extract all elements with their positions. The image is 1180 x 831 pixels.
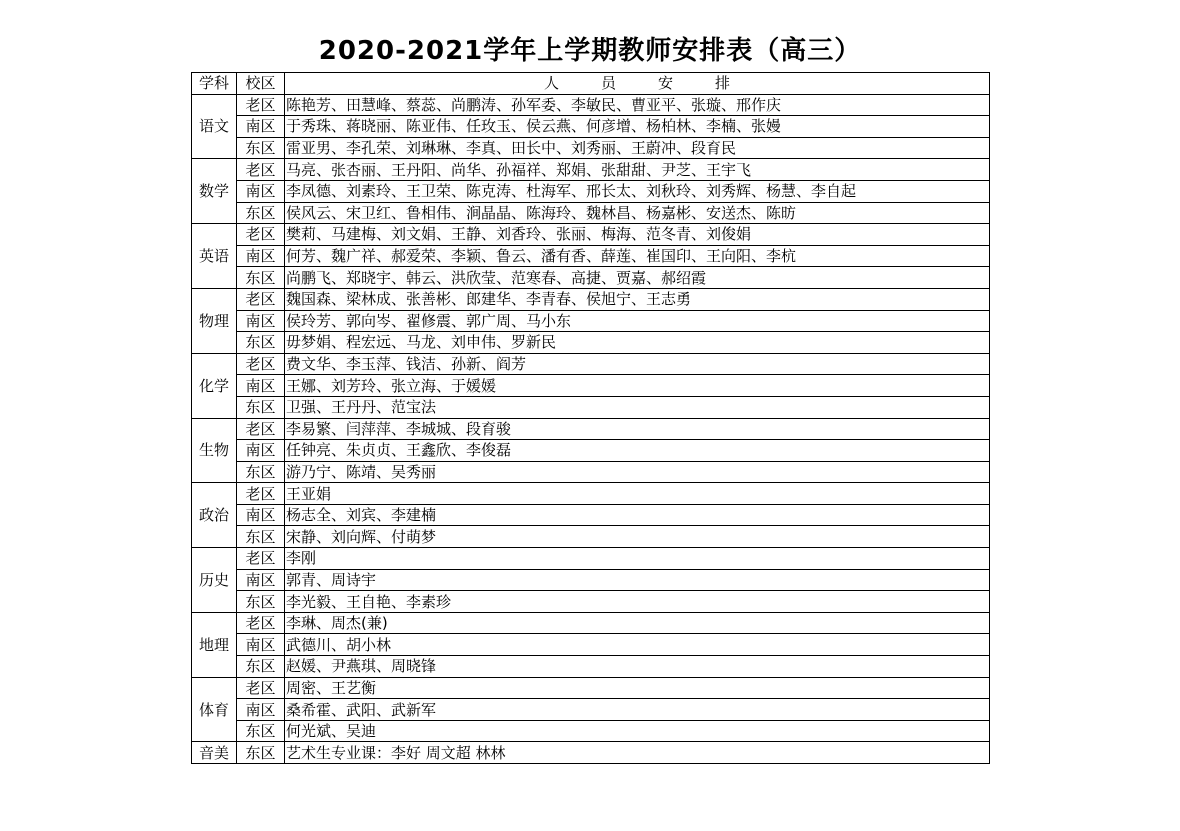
staff-names-cell: 王娜、刘芳玲、张立海、于媛媛: [285, 375, 990, 397]
campus-cell: 东区: [237, 591, 285, 613]
subject-cell: 地理: [192, 612, 237, 677]
staff-names-cell: 李琳、周杰(兼): [285, 612, 990, 634]
campus-cell: 南区: [237, 504, 285, 526]
table-row: [192, 116, 990, 138]
table-row: [192, 202, 990, 224]
campus-cell: 南区: [237, 310, 285, 332]
campus-cell: 老区: [237, 159, 285, 181]
table-row: [192, 440, 990, 462]
subject-cell: 数学: [192, 159, 237, 224]
staff-names-cell: 马亮、张杏丽、王丹阳、尚华、孙福祥、郑娟、张甜甜、尹芝、王宇飞: [285, 159, 990, 181]
staff-names-cell: 侯风云、宋卫红、鲁相伟、涧晶晶、陈海玲、魏林昌、杨嘉彬、安送杰、陈昉: [285, 202, 990, 224]
subject-cell: 政治: [192, 483, 237, 548]
campus-cell: 南区: [237, 569, 285, 591]
staff-names-cell: 赵媛、尹燕琪、周晓锋: [285, 656, 990, 678]
campus-cell: 东区: [237, 267, 285, 289]
subject-cell: 体育: [192, 677, 237, 742]
header-campus: 校区: [237, 73, 285, 95]
subject-cell: 音美: [192, 742, 237, 764]
campus-cell: 老区: [237, 288, 285, 310]
table-row: [192, 461, 990, 483]
staff-names-cell: 宋静、刘向辉、付萌梦: [285, 526, 990, 548]
campus-cell: 南区: [237, 440, 285, 462]
staff-names-cell: 武德川、胡小林: [285, 634, 990, 656]
campus-cell: 南区: [237, 634, 285, 656]
subject-cell: 化学: [192, 353, 237, 418]
campus-cell: 东区: [237, 461, 285, 483]
table-row: [192, 267, 990, 289]
header-row: [192, 73, 990, 95]
campus-cell: 南区: [237, 375, 285, 397]
staff-names-cell: 李光毅、王自艳、李素珍: [285, 591, 990, 613]
staff-names-cell: 何芳、魏广祥、郝爱荣、李颖、鲁云、潘有香、薛莲、崔国印、王向阳、李杭: [285, 245, 990, 267]
subject-cell: 物理: [192, 288, 237, 353]
table-row: [192, 677, 990, 699]
table-row: [192, 504, 990, 526]
campus-cell: 东区: [237, 202, 285, 224]
table-row: [192, 245, 990, 267]
teacher-schedule-table: [191, 72, 990, 764]
campus-cell: 东区: [237, 396, 285, 418]
table-row: [192, 569, 990, 591]
table-row: [192, 396, 990, 418]
campus-cell: 东区: [237, 742, 285, 764]
staff-names-cell: 李易繁、闫萍萍、李城城、段育骏: [285, 418, 990, 440]
campus-cell: 南区: [237, 245, 285, 267]
table-row: [192, 418, 990, 440]
table-row: [192, 699, 990, 721]
campus-cell: 老区: [237, 612, 285, 634]
table-row: [192, 375, 990, 397]
campus-cell: 老区: [237, 483, 285, 505]
campus-cell: 老区: [237, 353, 285, 375]
table-row: [192, 159, 990, 181]
staff-names-cell: 毋梦娟、程宏远、马龙、刘申伟、罗新民: [285, 332, 990, 354]
table-row: [192, 224, 990, 246]
campus-cell: 东区: [237, 720, 285, 742]
campus-cell: 东区: [237, 526, 285, 548]
header-subject: 学科: [192, 73, 237, 95]
campus-cell: 老区: [237, 418, 285, 440]
table-row: [192, 612, 990, 634]
subject-cell: 生物: [192, 418, 237, 483]
campus-cell: 东区: [237, 137, 285, 159]
subject-cell: 英语: [192, 224, 237, 289]
staff-names-cell: 游乃宁、陈靖、吴秀丽: [285, 461, 990, 483]
campus-cell: 老区: [237, 224, 285, 246]
staff-names-cell: 于秀珠、蒋晓丽、陈亚伟、任玫玉、侯云燕、何彦增、杨柏林、李楠、张嫚: [285, 116, 990, 138]
staff-names-cell: 李凤德、刘素玲、王卫荣、陈克涛、杜海军、邢长太、刘秋玲、刘秀辉、杨慧、李自起: [285, 180, 990, 202]
staff-names-cell: 樊莉、马建梅、刘文娟、王静、刘香玲、张丽、梅海、范冬青、刘俊娟: [285, 224, 990, 246]
campus-cell: 老区: [237, 548, 285, 570]
header-staff: 人员安排: [285, 73, 990, 95]
staff-names-cell: 任钟亮、朱贞贞、王鑫欣、李俊磊: [285, 440, 990, 462]
staff-names-cell: 侯玲芳、郭向岑、翟修震、郭广周、马小东: [285, 310, 990, 332]
subject-cell: 历史: [192, 548, 237, 613]
staff-names-cell: 雷亚男、李孔荣、刘琳琳、李真、田长中、刘秀丽、王蔚冲、段育民: [285, 137, 990, 159]
table-row: [192, 483, 990, 505]
table-row: [192, 591, 990, 613]
staff-names-cell: 王亚娟: [285, 483, 990, 505]
subject-cell: 语文: [192, 94, 237, 159]
staff-names-cell: 陈艳芳、田慧峰、蔡蕊、尚鹏涛、孙军委、李敏民、曹亚平、张璇、邢作庆: [285, 94, 990, 116]
table-row: [192, 634, 990, 656]
document-title: 2020-2021学年上学期教师安排表（高三）: [318, 36, 862, 66]
staff-names-cell: 费文华、李玉萍、钱洁、孙新、阎芳: [285, 353, 990, 375]
table-row: [192, 353, 990, 375]
campus-cell: 东区: [237, 332, 285, 354]
staff-names-cell: 郭青、周诗宇: [285, 569, 990, 591]
campus-cell: 南区: [237, 116, 285, 138]
campus-cell: 老区: [237, 94, 285, 116]
staff-names-cell: 何光斌、吴迪: [285, 720, 990, 742]
table-row: [192, 656, 990, 678]
table-row: [192, 526, 990, 548]
table-row: [192, 310, 990, 332]
staff-names-cell: 李刚: [285, 548, 990, 570]
staff-names-cell: 桑希霍、武阳、武新军: [285, 699, 990, 721]
staff-names-cell: 尚鹏飞、郑晓宇、韩云、洪欣莹、范寒春、高捷、贾嘉、郝绍霞: [285, 267, 990, 289]
staff-names-cell: 周密、王艺衡: [285, 677, 990, 699]
campus-cell: 老区: [237, 677, 285, 699]
staff-names-cell: 杨志全、刘宾、李建楠: [285, 504, 990, 526]
staff-names-cell: 艺术生专业课：李好 周文超 林林: [285, 742, 990, 764]
campus-cell: 南区: [237, 699, 285, 721]
campus-cell: 南区: [237, 180, 285, 202]
campus-cell: 东区: [237, 656, 285, 678]
table-row: [192, 137, 990, 159]
staff-names-cell: 卫强、王丹丹、范宝法: [285, 396, 990, 418]
table-row: [192, 742, 990, 764]
staff-names-cell: 魏国森、梁林成、张善彬、郎建华、李青春、侯旭宁、王志勇: [285, 288, 990, 310]
table-row: [192, 548, 990, 570]
table-row: [192, 288, 990, 310]
table-row: [192, 720, 990, 742]
table-row: [192, 94, 990, 116]
table-row: [192, 332, 990, 354]
table-row: [192, 180, 990, 202]
